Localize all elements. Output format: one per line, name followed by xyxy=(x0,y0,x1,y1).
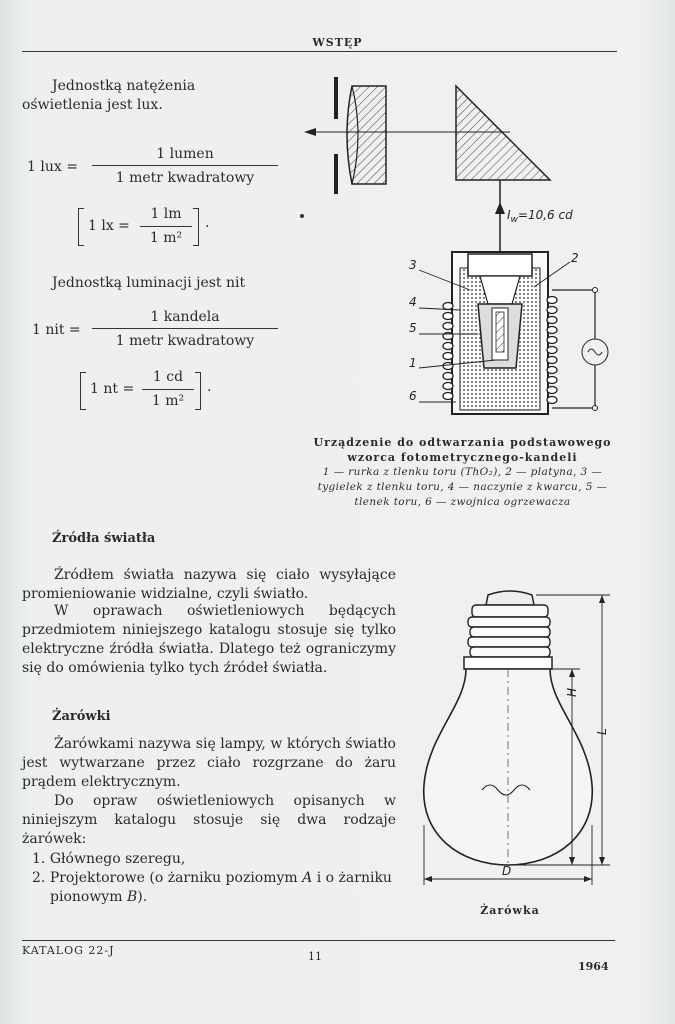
figure1-caption-body: 1 — rurka z tlenku toru (ThO₂), 2 — platyna, 3 — tygielek z tlenku toru, 4 — naczynie z kwarcu, 5 — tlenek toru, 6 — zwojnica ogrzewacza xyxy=(317,466,608,508)
fig1-label-2: 2 xyxy=(571,251,579,265)
lux-intro: Jednostką natężenia oświetlenia jest lux. xyxy=(22,78,196,113)
dimension-h-label: H xyxy=(565,687,579,697)
fig1-label-5: 5 xyxy=(409,321,417,335)
lx-lhs: 1 lx = xyxy=(88,218,130,234)
fig1-label-1: 1 xyxy=(409,356,417,370)
bulbs-paragraph-2: Do opraw oświetleniowych opisanych w niniejszym katalogu stosuje się dwa rodzaje żarówek: xyxy=(22,793,396,847)
sources-paragraph-1: Źródłem światła nazywa się ciało wysyłające promieniowanie widzialne, czyli światło. xyxy=(22,567,396,602)
header-rule xyxy=(22,51,617,52)
sources-paragraph-2: W oprawach oświetleniowych będących przedmiotem niniejszego katalogu stosuje się tylko elektryczne źródła światła. Dlatego też ograniczymy się do omówienia tylko tych źródeł światła. xyxy=(22,603,396,676)
bulbs-paragraph-1: Żarówkami nazywa się lampy, w których światło jest wytwarzane przez ciało rozgrzane do żaru prądem elektrycznym. xyxy=(22,736,396,790)
fig1-label-4: 4 xyxy=(409,295,417,309)
nt-lhs: 1 nt = xyxy=(90,381,135,397)
list-item: 2. Projektorowe (o żarniku poziomym A i o żarniku pionowym B). xyxy=(32,870,392,905)
lx-dot: . xyxy=(205,215,210,231)
lx-denominator: 1 m² xyxy=(149,230,183,246)
figure1-caption-title: Urządzenie do odtwarzania podstawowego wzorca fotometrycznego-kandeli xyxy=(313,436,612,464)
nit-lhs: 1 nit = xyxy=(32,322,81,338)
running-header: WSTĘP xyxy=(312,36,363,49)
nit-denominator: 1 metr kwadratowy xyxy=(115,333,255,349)
lux-lhs: 1 lux = xyxy=(27,159,78,175)
dimension-d-label: D xyxy=(502,864,512,878)
fig1-label-6: 6 xyxy=(409,389,417,403)
lux-fraction-bar xyxy=(92,165,278,166)
lx-fraction-bar xyxy=(140,226,192,227)
iw-label: $I_w=10,6$ cd xyxy=(507,208,573,225)
fig1-label-3: 3 xyxy=(409,258,417,272)
bulb-types-list xyxy=(32,850,396,907)
dimension-l-label: L xyxy=(595,728,609,735)
nt-numerator: 1 cd xyxy=(152,369,184,385)
list-item: 1. Głównego szeregu, xyxy=(32,851,186,867)
footer-rule xyxy=(22,940,615,941)
figure2-caption: Żarówka xyxy=(480,904,540,917)
kandela-apparatus-diagram xyxy=(290,72,630,432)
footer-year: 1964 xyxy=(578,960,609,973)
nt-bracket-right xyxy=(195,372,201,410)
lx-bracket-right xyxy=(193,208,199,246)
nt-dot: . xyxy=(207,379,212,395)
sources-heading: Źródła światła xyxy=(52,531,156,546)
footer-catalog: KATALOG 22-J xyxy=(22,944,115,957)
lx-bracket-left xyxy=(78,208,84,246)
nit-fraction-bar xyxy=(92,328,278,329)
lx-numerator: 1 lm xyxy=(150,206,182,222)
bulbs-heading: Żarówki xyxy=(52,709,111,724)
figure1-caption xyxy=(310,435,615,510)
nit-numerator: 1 kandela xyxy=(150,309,220,325)
stray-dot xyxy=(300,214,304,218)
lux-denominator: 1 metr kwadratowy xyxy=(115,170,255,186)
light-bulb-diagram xyxy=(410,585,625,895)
nt-denominator: 1 m² xyxy=(151,393,185,409)
luminance-intro: Jednostką luminacji jest nit xyxy=(52,275,246,291)
nt-bracket-left xyxy=(80,372,86,410)
page-number: 11 xyxy=(308,950,322,963)
lux-numerator: 1 lumen xyxy=(156,146,214,162)
nt-fraction-bar xyxy=(142,389,194,390)
